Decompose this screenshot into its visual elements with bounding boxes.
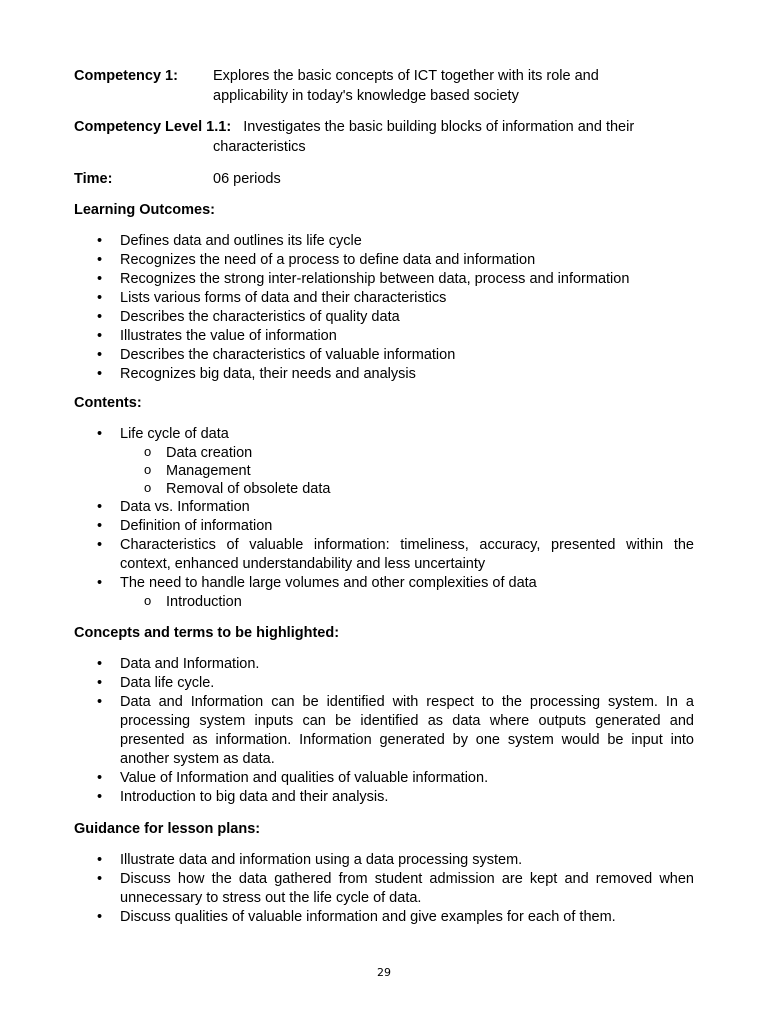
guidance-list <box>74 851 694 927</box>
contents-heading: Contents: <box>74 395 142 411</box>
document-page <box>74 66 694 927</box>
contents-item-large-volumes: The need to handle large volumes and other complexities of data <box>120 575 537 591</box>
list-item: • Discuss qualities of valuable information and give examples for each of them. <box>74 908 694 927</box>
list-item: • Recognizes the strong inter-relationship between data, process and information <box>74 270 694 289</box>
concepts-list <box>74 655 694 807</box>
competency-text-line1: Explores the basic concepts of ICT together with its role and <box>213 68 599 84</box>
list-item <box>74 425 694 498</box>
time-value: 06 periods <box>213 171 281 187</box>
list-item: • Data and Information can be identified with respect to the processing system. In a processing system inputs can be identified as data where outputs generated and presented as information. Information generated by one system would be input into another system as data. <box>74 693 694 769</box>
competency-text-line2: applicability in today's knowledge based society <box>213 88 519 104</box>
list-item: • Describes the characteristics of valuable information <box>74 346 694 365</box>
list-item: • Recognizes the need of a process to define data and information <box>74 251 694 270</box>
list-item: • Lists various forms of data and their characteristics <box>74 289 694 308</box>
page-number: 29 <box>377 966 391 979</box>
competency-level-row <box>74 117 694 157</box>
list-item: • Defines data and outlines its life cycle <box>74 232 694 251</box>
concepts-heading: Concepts and terms to be highlighted: <box>74 625 340 641</box>
contents-item-life-cycle: Life cycle of data <box>120 426 229 442</box>
contents-sublist <box>120 444 694 498</box>
competency-text <box>213 66 694 106</box>
competency-level-text-line2: characteristics <box>213 139 306 155</box>
contents-sublist <box>120 593 694 611</box>
sub-list-item: o Removal of obsolete data <box>74 480 694 498</box>
list-item: • Definition of information <box>74 517 694 536</box>
time-row <box>74 169 694 189</box>
competency-level-text-line1: Investigates the basic building blocks of information and their <box>243 119 635 135</box>
contents-list <box>74 425 694 611</box>
list-item: • Describes the characteristics of quality data <box>74 308 694 327</box>
sub-list-item: o Management <box>74 462 694 480</box>
list-item: • Value of Information and qualities of valuable information. <box>74 769 694 788</box>
list-item: • Data vs. Information <box>74 498 694 517</box>
learning-outcomes-heading: Learning Outcomes: <box>74 202 215 218</box>
competency-level-label: Competency Level 1.1: <box>74 119 232 135</box>
list-item: • Data and Information. <box>74 655 694 674</box>
list-item <box>74 574 694 611</box>
list-item: • Discuss how the data gathered from student admission are kept and removed when unnecessary to stress out the life cycle of data. <box>74 870 694 908</box>
list-item: • Recognizes big data, their needs and analysis <box>74 365 694 384</box>
guidance-heading: Guidance for lesson plans: <box>74 821 261 837</box>
list-item: • Illustrates the value of information <box>74 327 694 346</box>
competency-label: Competency 1: <box>74 68 178 84</box>
sub-list-item: o Data creation <box>74 444 694 462</box>
learning-outcomes-list <box>74 232 694 384</box>
sub-list-item: o Introduction <box>74 593 694 611</box>
list-item: • Data life cycle. <box>74 674 694 693</box>
list-item: • Illustrate data and information using a data processing system. <box>74 851 694 870</box>
time-label: Time: <box>74 171 113 187</box>
competency-row <box>74 66 694 106</box>
list-item: • Introduction to big data and their analysis. <box>74 788 694 807</box>
list-item: • Characteristics of valuable information: timeliness, accuracy, presented within the context, enhanced understandability and less uncertainty <box>74 536 694 574</box>
